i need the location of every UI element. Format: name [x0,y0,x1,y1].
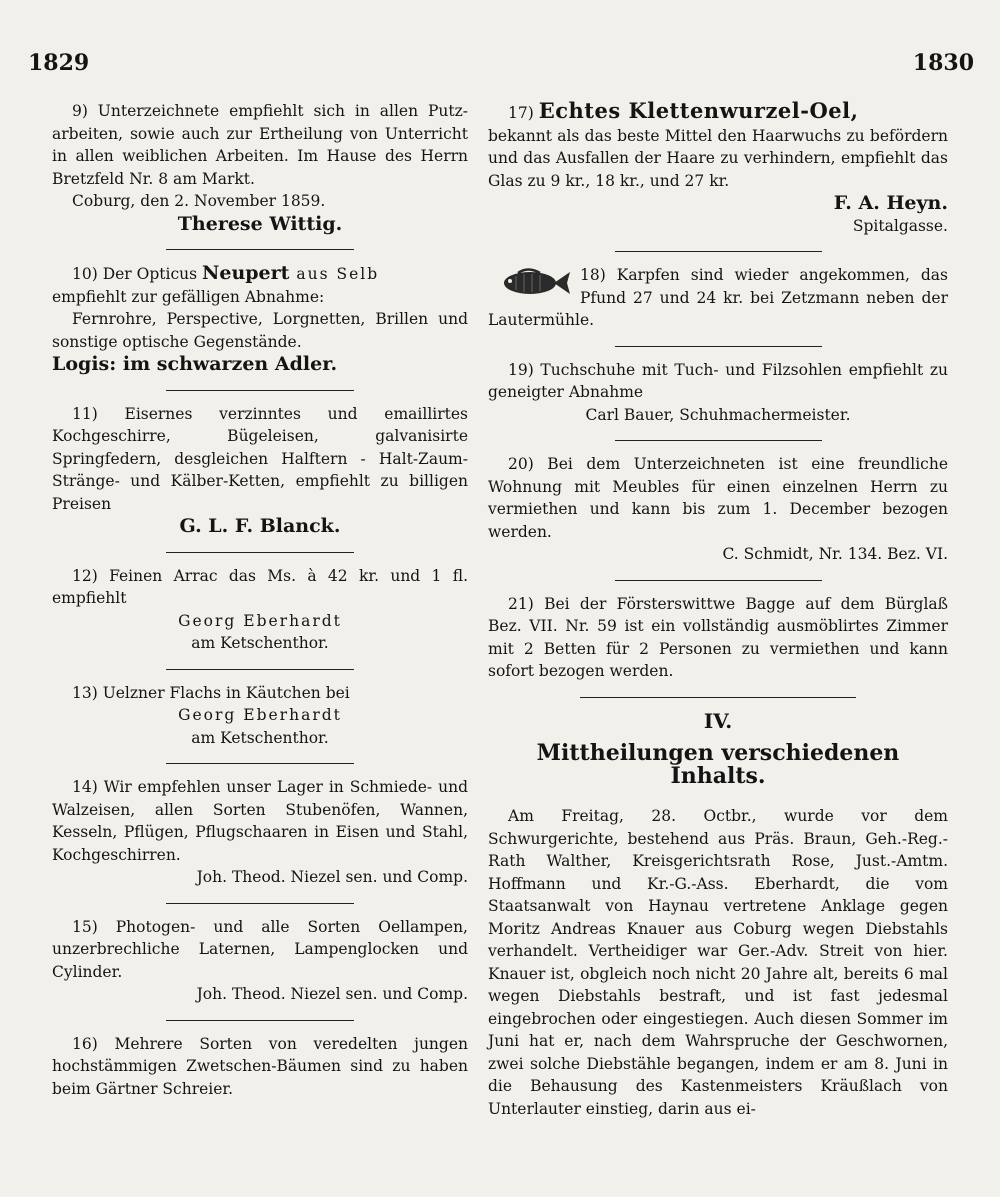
ad-13 [52,682,468,750]
divider [615,251,822,252]
divider [166,669,353,670]
ad-12 [52,565,468,655]
ad-17-number: 17) [508,104,539,122]
ad-9-text: 9) Unterzeichnete empfiehlt sich in allen Putz-arbeiten, sowie auch zur Ertheilung von Unterricht in allen weiblichen Arbeiten. Im Hause des Herrn Bretzfeld Nr. 8 am Markt. [52,102,468,188]
divider [166,763,353,764]
ad-15-text: 15) Photogen- und alle Sorten Oellampen, unzerbrechliche Laternen, Lampenglocken und Cylinder. [52,917,468,981]
divider [166,552,353,553]
ad-17-location: Spitalgasse. [852,216,948,235]
ad-17-title: Echtes Klettenwurzel-Oel, [538,98,859,123]
ad-17 [488,100,948,237]
ad-19 [488,359,948,427]
ad-10-logis: Logis: im schwarzen Adler. [52,353,338,375]
ad-14 [52,776,468,889]
ad-16 [52,1033,468,1101]
ad-10-items: Fernrohre, Perspective, Lorgnetten, Brillen und sonstige optische Gegenstände. [52,310,468,351]
ad-10-optician-name: Neupert [202,262,290,284]
ad-11 [52,403,468,538]
ad-19-signature: Carl Bauer, Schuhmachermeister. [585,405,851,424]
ad-17-heading [488,100,948,125]
ad-10-heading-a: 10) Der Opticus [72,265,202,283]
ad-20-signature: C. Schmidt, Nr. 134. Bez. VI. [722,545,948,563]
divider [615,580,822,581]
ad-21 [488,593,948,683]
ad-18 [488,264,948,332]
ad-15 [52,916,468,1006]
divider [615,440,822,441]
ad-13-location: am Ketschenthor. [191,728,329,747]
ad-10-heading [52,262,468,286]
right-column [488,100,948,1130]
section-title: Mittheilungen verschiedenen Inhalts. [536,740,900,789]
divider [166,249,353,250]
ad-11-text: 11) Eisernes verzinntes und emaillirtes Kochgeschirre, Bügeleisen, galvanisirte Springfedern, desgleichen Halftern - Halt-Zaum-Stränge- und Kälber-Ketten, empfiehlt zu billigen Preisen [52,404,468,513]
ad-14-signature: Joh. Theod. Niezel sen. und Comp. [196,868,468,886]
news-article [488,805,948,1120]
page-number-right: 1830 [912,50,974,76]
ad-12-signature: Georg Eberhardt [178,611,342,630]
ad-13-text: 13) Uelzner Flachs in Käutchen bei [72,683,350,702]
ad-12-text: 12) Feinen Arrac das Ms. à 42 kr. und 1 fl. empfiehlt [52,566,468,607]
ad-21-text: 21) Bei der Försterswittwe Bagge auf dem Bürglaß Bez. VII. Nr. 59 ist ein vollständig ausmöblirtes Zimmer mit 2 Betten für 2 Personen zu vermiethen und kann sofort bezogen werden. [488,594,948,680]
ad-10-heading-b: aus Selb [289,265,380,283]
ad-20-text: 20) Bei dem Unterzeichneten ist eine freundliche Wohnung mit Meubles für einen einzelnen Herrn zu vermiethen und kann bis zum 1. December bezogen werden. [488,455,948,541]
ad-10 [52,262,468,376]
ad-19-text: 19) Tuchschuhe mit Tuch- und Filzsohlen empfiehlt zu geneigter Abnahme [488,360,948,401]
ad-14-text: 14) Wir empfehlen unser Lager in Schmiede- und Walzeisen, allen Sorten Stubenöfen, Wannen, Kesseln, Pflügen, Pflugschaaren in Eisen und Stahl, Kochgeschirren. [52,778,468,864]
ad-20 [488,453,948,566]
divider [166,390,353,391]
ad-16-text: 16) Mehrere Sorten von veredelten jungen hochstämmigen Zwetschen-Bäumen sind zu haben beim Gärtner Schreier. [52,1034,468,1098]
ad-9 [52,100,468,235]
fish-icon [494,266,572,300]
ad-9-signature: Therese Wittig. [177,212,343,235]
ad-11-signature: G. L. F. Blanck. [179,515,341,537]
divider [166,903,353,904]
ad-17-text: bekannt als das beste Mittel den Haarwuchs zu befördern und das Ausfallen der Haare zu verhindern, empfiehlt das Glas zu 9 kr., 18 kr., und 27 kr. [488,126,948,190]
ad-17-signature: F. A. Heyn. [833,192,948,214]
section-numeral: IV. [703,708,733,733]
ad-18-text: 18) Karpfen sind wieder angekommen, das Pfund 27 und 24 kr. bei Zetzmann neben der Lautermühle. [488,266,948,329]
page-number-left: 1829 [28,50,90,76]
news-article-body: Am Freitag, 28. Octbr., wurde vor dem Schwurgerichte, bestehend aus Präs. Braun, Geh.-Reg.-Rath Walther, Kreisgerichtsrath Rose, Just.-Amtm. Hoffmann und Kr.-G.-Ass. Eberhardt, die vom Staatsanwalt von Haynau vertretene Anklage gegen Moritz Andreas Knauer aus Coburg wegen Diebstahls verhandelt. Vertheidiger war Ger.-Adv. Streit von hier. Knauer ist, obgleich noch nicht 20 Jahre alt, bereits 6 mal wegen Diebstahls bestraft, und ist fast jedesmal eingebrochen oder eingestiegen. Auch diesen Sommer im Juni hat er, nach dem Wahrspruche der Geschwornen, zwei solche Diebstähle begangen, indem er am 8. Juni in die Behausung des Kastenmeisters Kräußlach von Unterlauter einstieg, darin aus ei- [488,807,948,1118]
ad-15-signature: Joh. Theod. Niezel sen. und Comp. [196,985,468,1003]
divider [615,346,822,347]
ad-10-text: empfiehlt zur gefälligen Abnahme: [52,287,325,306]
divider [580,697,856,698]
ad-9-date: Coburg, den 2. November 1859. [72,192,326,210]
ad-13-signature: Georg Eberhardt [178,706,342,724]
divider [166,1020,353,1021]
left-column [52,100,468,1110]
ad-12-location: am Ketschenthor. [191,634,329,652]
